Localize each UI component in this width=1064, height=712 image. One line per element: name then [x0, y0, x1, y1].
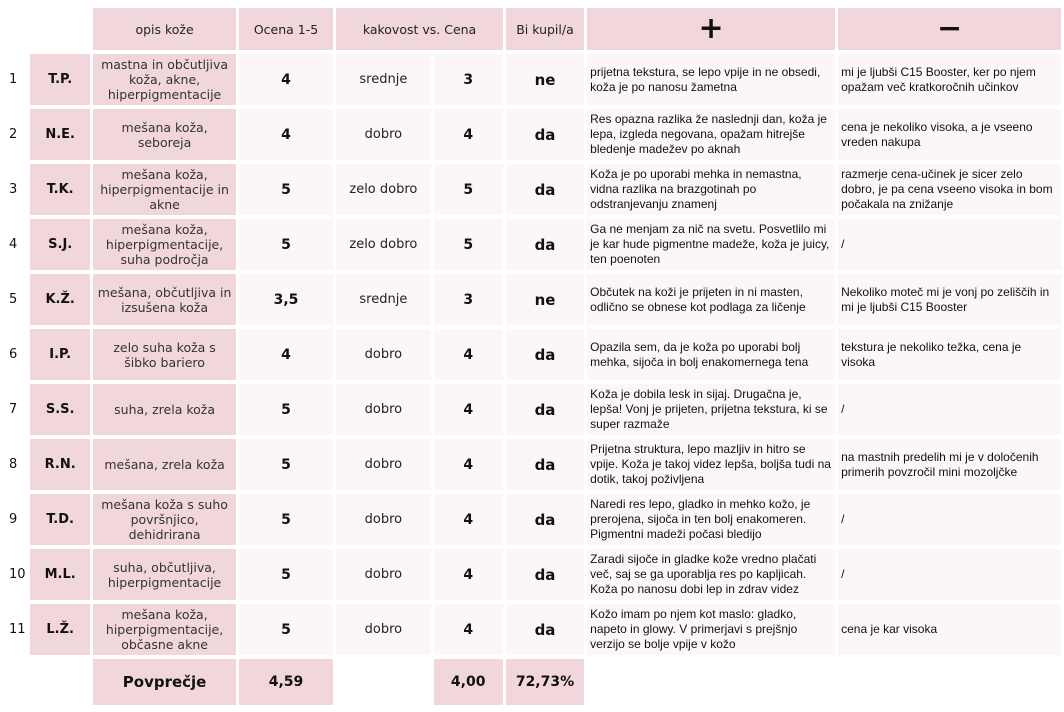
- minus-comment: razmerje cena-učinek je sicer zelo dobro, je pa cena vseeno visoka in bom počakala na znižanje: [838, 164, 1061, 215]
- would-buy-value: da: [506, 164, 584, 215]
- rating-value: 4: [239, 329, 333, 380]
- table-row: [3, 164, 1061, 215]
- plus-comment: Ga ne menjam za nič na svetu. Posvetlilo mi je kar hude pigmentne madeže, koža je juicy, ten poenoten: [587, 219, 835, 270]
- reviewer-initials: T.D.: [30, 494, 90, 545]
- review-table: [0, 4, 1064, 709]
- header-initials-blank: [30, 8, 90, 50]
- row-number: 1: [9, 72, 18, 87]
- row-number: 8: [9, 457, 18, 472]
- minus-comment: /: [838, 384, 1061, 435]
- skin-description: mešana koža, hiperpigmentacije, občasne akne: [93, 604, 236, 655]
- price-rating-value: 5: [434, 219, 503, 270]
- rating-value: 5: [239, 219, 333, 270]
- table-row: [3, 439, 1061, 490]
- price-rating-value: 4: [434, 604, 503, 655]
- average-row: [3, 659, 1061, 705]
- row-number: 7: [9, 402, 18, 417]
- plus-comment: Naredi res lepo, gladko in mehko kožo, je prerojena, sijoča in ten bolj enakomeren. Pigmentni madeži počasi bledijo: [587, 494, 835, 545]
- price-rating-value: 4: [434, 329, 503, 380]
- minus-comment: /: [838, 494, 1061, 545]
- quality-value: srednje: [336, 274, 430, 325]
- would-buy-value: ne: [506, 274, 584, 325]
- price-rating-value: 4: [434, 384, 503, 435]
- quality-value: dobro: [336, 494, 430, 545]
- header-plus: [587, 8, 835, 50]
- footer-num-blank: [3, 659, 27, 705]
- quality-value: dobro: [336, 384, 430, 435]
- plus-comment: prijetna tekstura, se lepo vpije in ne obsedi, koža je po nanosu žametna: [587, 54, 835, 105]
- header-skin: opis kože: [93, 8, 236, 50]
- minus-icon: −: [936, 11, 963, 46]
- would-buy-value: ne: [506, 54, 584, 105]
- plus-comment: Koža je po uporabi mehka in nemastna, vidna razlika na brazgotinah po odstranjevanju znamenj: [587, 164, 835, 215]
- skin-description: mešana, zrela koža: [93, 439, 236, 490]
- would-buy-value: da: [506, 549, 584, 600]
- skin-description: mešana koža s suho površnjico, dehidrirana: [93, 494, 236, 545]
- table-row: [3, 604, 1061, 655]
- footer-minus-blank: [838, 659, 1061, 705]
- reviewer-initials: T.K.: [30, 164, 90, 215]
- reviewer-initials: K.Ž.: [30, 274, 90, 325]
- price-rating-value: 5: [434, 164, 503, 215]
- table-row: [3, 54, 1061, 105]
- minus-comment: Nekoliko moteč mi je vonj po zeliščih in mi je ljubši C15 Booster: [838, 274, 1061, 325]
- would-buy-value: da: [506, 439, 584, 490]
- plus-comment: Koža je dobila lesk in sijaj. Drugačna je, lepša! Vonj je prijeten, prijetna tekstura, ki se super razmaže: [587, 384, 835, 435]
- row-number: 10: [9, 567, 26, 582]
- row-number: 9: [9, 512, 18, 527]
- rating-value: 4: [239, 109, 333, 160]
- header-num-blank: [3, 8, 27, 50]
- plus-comment: Zaradi sijoče in gladke kože vredno plačati več, saj se ga uporablja res po kapljicah. Koža po nanosu dobi lep in zdrav videz: [587, 549, 835, 600]
- rating-value: 3,5: [239, 274, 333, 325]
- skin-description: mešana koža, hiperpigmentacije in akne: [93, 164, 236, 215]
- reviewer-initials: L.Ž.: [30, 604, 90, 655]
- would-buy-percent: 72,73%: [506, 659, 584, 705]
- skin-description: zelo suha koža s šibko bariero: [93, 329, 236, 380]
- would-buy-value: da: [506, 604, 584, 655]
- price-rating-value: 4: [434, 549, 503, 600]
- header-minus: [838, 8, 1061, 50]
- rating-value: 5: [239, 549, 333, 600]
- rating-value: 4: [239, 54, 333, 105]
- table-row: [3, 384, 1061, 435]
- table-row: [3, 274, 1061, 325]
- quality-value: dobro: [336, 604, 430, 655]
- row-number: 5: [9, 292, 18, 307]
- header-row: [3, 8, 1061, 50]
- rating-value: 5: [239, 494, 333, 545]
- price-rating-value: 3: [434, 54, 503, 105]
- footer-quality-blank: [336, 659, 430, 705]
- skin-description: suha, občutljiva, hiperpigmentacije: [93, 549, 236, 600]
- would-buy-value: da: [506, 219, 584, 270]
- price-rating-value: 4: [434, 109, 503, 160]
- table-row: [3, 219, 1061, 270]
- quality-value: zelo dobro: [336, 164, 430, 215]
- reviewer-initials: S.S.: [30, 384, 90, 435]
- minus-comment: na mastnih predelih mi je v določenih primerih povzročil mini mozoljčke: [838, 439, 1061, 490]
- plus-comment: Občutek na koži je prijeten in ni masten, odlično se obnese kot podlaga za ličenje: [587, 274, 835, 325]
- row-number: 6: [9, 347, 18, 362]
- price-rating-value: 4: [434, 494, 503, 545]
- table-row: [3, 109, 1061, 160]
- reviewer-initials: M.L.: [30, 549, 90, 600]
- price-rating-value: 3: [434, 274, 503, 325]
- plus-comment: Prijetna struktura, lepo mazljiv in hitro se vpije. Koža je takoj videz lepša, boljša tudi na dotik, takoj poživljena: [587, 439, 835, 490]
- minus-comment: cena je nekoliko visoka, a je vseeno vreden nakupa: [838, 109, 1061, 160]
- reviewer-initials: N.E.: [30, 109, 90, 160]
- plus-icon: +: [698, 11, 724, 46]
- quality-value: dobro: [336, 439, 430, 490]
- header-rating: Ocena 1-5: [239, 8, 333, 50]
- row-number: 4: [9, 237, 18, 252]
- table-row: [3, 329, 1061, 380]
- minus-comment: /: [838, 219, 1061, 270]
- minus-comment: /: [838, 549, 1061, 600]
- average-price-rating: 4,00: [434, 659, 503, 705]
- average-rating: 4,59: [239, 659, 333, 705]
- skin-description: mešana koža, seboreja: [93, 109, 236, 160]
- quality-value: dobro: [336, 329, 430, 380]
- plus-comment: Kožo imam po njem kot maslo: gladko, napeto in glowy. V primerjavi s prejšnjo verzijo se bolje vpije v kožo: [587, 604, 835, 655]
- average-label: Povprečje: [93, 659, 236, 705]
- skin-description: mastna in občutljiva koža, akne, hiperpigmentacije: [93, 54, 236, 105]
- quality-value: dobro: [336, 109, 430, 160]
- quality-value: zelo dobro: [336, 219, 430, 270]
- would-buy-value: da: [506, 494, 584, 545]
- reviewer-initials: I.P.: [30, 329, 90, 380]
- would-buy-value: da: [506, 384, 584, 435]
- reviewer-initials: S.J.: [30, 219, 90, 270]
- minus-comment: cena je kar visoka: [838, 604, 1061, 655]
- header-would-buy: Bi kupil/a: [506, 8, 584, 50]
- would-buy-value: da: [506, 109, 584, 160]
- plus-comment: Opazila sem, da je koža po uporabi bolj mehka, sijoča in bolj enakomernega tena: [587, 329, 835, 380]
- plus-comment: Res opazna razlika že naslednji dan, koža je lepa, izgleda negovana, opažam hitrejše bledenje madežev po aknah: [587, 109, 835, 160]
- row-number: 11: [9, 622, 26, 637]
- row-number: 3: [9, 182, 18, 197]
- reviewer-initials: R.N.: [30, 439, 90, 490]
- table-row: [3, 494, 1061, 545]
- row-number: 2: [9, 127, 18, 142]
- header-quality-price: kakovost vs. Cena: [336, 8, 503, 50]
- skin-description: mešana, občutljiva in izsušena koža: [93, 274, 236, 325]
- minus-comment: mi je ljubši C15 Booster, ker po njem opažam več kratkoročnih učinkov: [838, 54, 1061, 105]
- rating-value: 5: [239, 439, 333, 490]
- price-rating-value: 4: [434, 439, 503, 490]
- table-row: [3, 549, 1061, 600]
- reviewer-initials: T.P.: [30, 54, 90, 105]
- footer-plus-blank: [587, 659, 835, 705]
- rating-value: 5: [239, 384, 333, 435]
- footer-initials-blank: [30, 659, 90, 705]
- rating-value: 5: [239, 604, 333, 655]
- skin-description: mešana koža, hiperpigmentacije, suha področja: [93, 219, 236, 270]
- minus-comment: tekstura je nekoliko težka, cena je visoka: [838, 329, 1061, 380]
- skin-description: suha, zrela koža: [93, 384, 236, 435]
- would-buy-value: da: [506, 329, 584, 380]
- quality-value: srednje: [336, 54, 430, 105]
- rating-value: 5: [239, 164, 333, 215]
- quality-value: dobro: [336, 549, 430, 600]
